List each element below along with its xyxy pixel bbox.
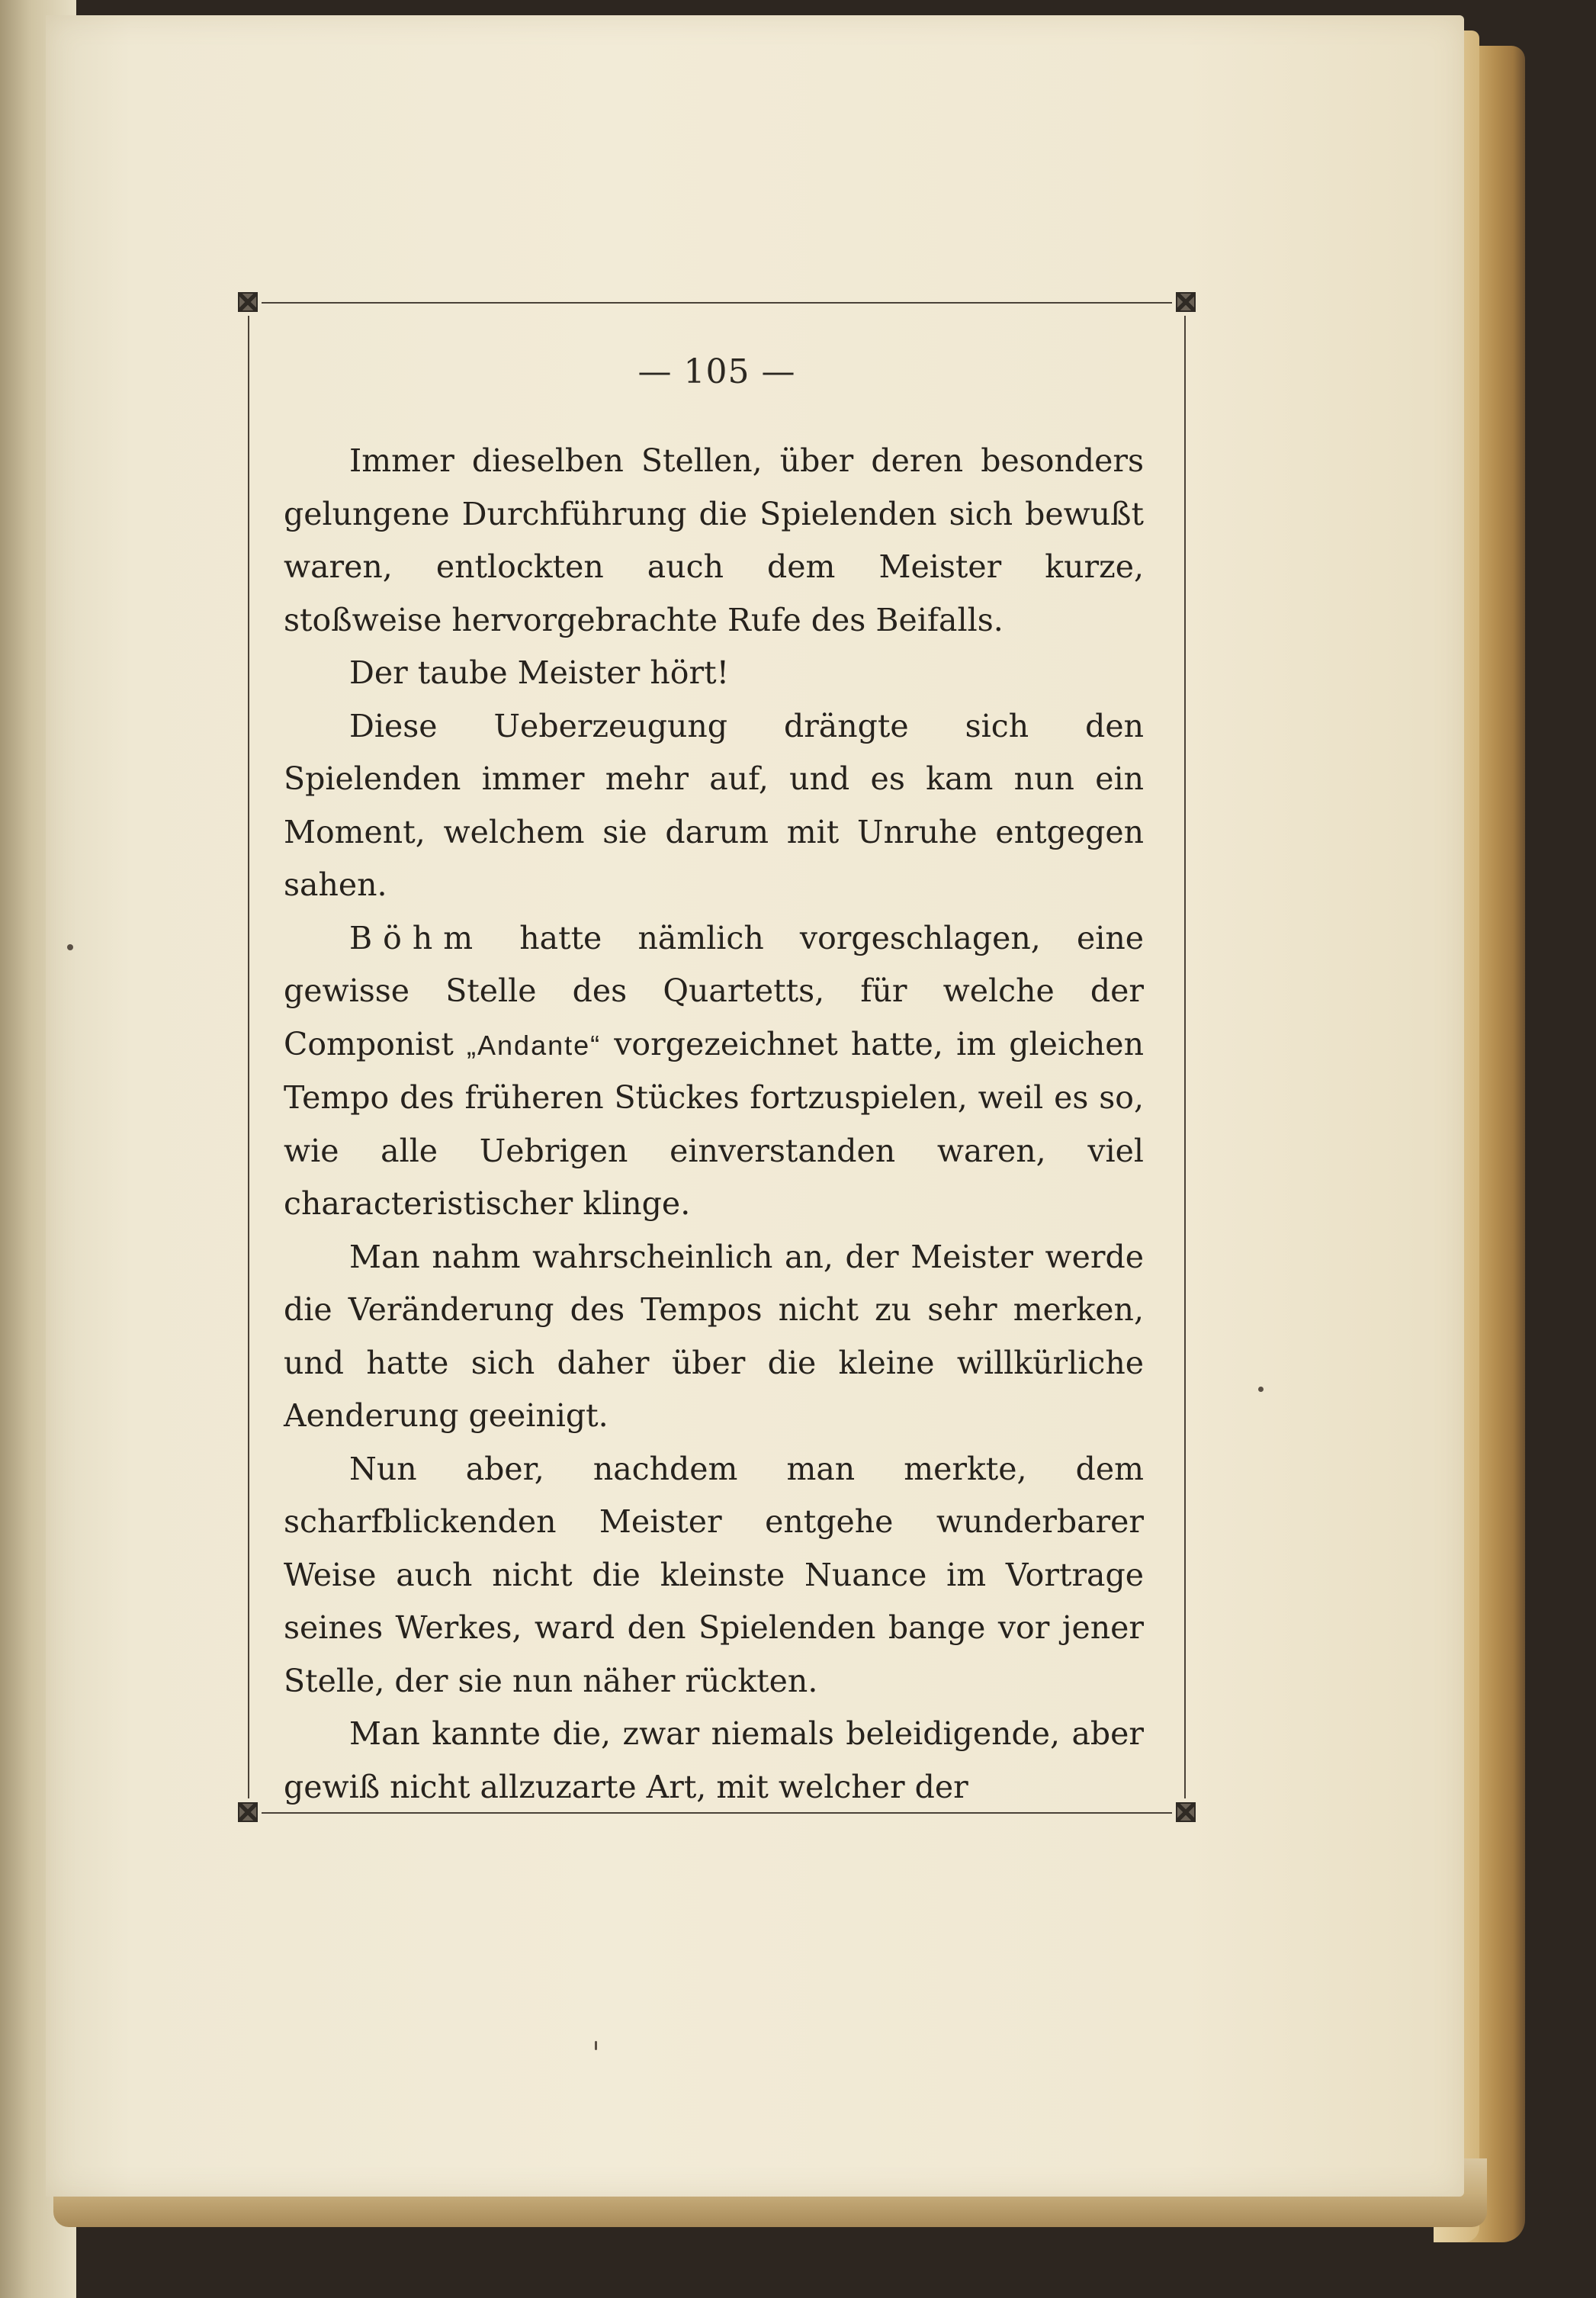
corner-ornament-icon xyxy=(1176,1802,1196,1822)
paragraph-text: hatte nämlich vorgeschlagen, eine gewisse Stelle des Quartetts, für welche der Componist xyxy=(284,919,1144,1062)
frame-left-rule xyxy=(248,316,249,1798)
body-text xyxy=(284,435,1144,1814)
paragraph: Man nahm wahrscheinlich an, der Meister werde die Veränderung des Tempos nicht zu sehr merken, und hatte sich daher über die kleine willkürliche Aenderung geeinigt. xyxy=(284,1238,1144,1434)
paper-speck xyxy=(1258,1387,1264,1392)
paragraph xyxy=(284,912,1144,1231)
paper-speck xyxy=(67,944,73,950)
paragraph: Man kannte die, zwar niemals beleidigende, aber gewiß nicht allzuzarte Art, mit welcher der xyxy=(284,1715,1144,1805)
emphasized-name: Böhm xyxy=(349,919,484,956)
paragraph: Immer dieselben Stellen, über deren besonders gelungene Durchführung die Spielenden sich bewußt waren, entlockten auch dem Meister kurze, stoßweise hervorgebrachte Rufe des Beifalls. xyxy=(284,442,1144,638)
corner-ornament-icon xyxy=(238,292,258,312)
corner-ornament-icon xyxy=(1176,292,1196,312)
tempo-marking: „Andante“ xyxy=(467,1029,602,1061)
paragraph: Nun aber, nachdem man merkte, dem scharfblickenden Meister entgehe wunderbarer Weise auch nicht die kleinste Nuance im Vortrage seines Werkes, ward den Spielenden bange vor jener Stelle, der sie nun näher rückten. xyxy=(284,1450,1144,1699)
frame-right-rule xyxy=(1184,316,1186,1798)
paper-speck xyxy=(595,2041,597,2050)
corner-ornament-icon xyxy=(238,1802,258,1822)
paragraph: Der taube Meister hört! xyxy=(349,654,730,691)
paragraph: Diese Ueberzeugung drängte sich den Spielenden immer mehr auf, und es kam nun ein Moment, welchem sie darum mit Unruhe entgegen sahen. xyxy=(284,707,1144,903)
frame-top-rule xyxy=(262,302,1172,304)
page-number: — 105 — xyxy=(637,352,796,391)
paragraph-text: vorgezeichnet hatte, im gleichen Tempo des früheren Stückes fortzuspielen, weil es so, wie alle Uebrigen einverstanden waren, viel characteristischer klinge. xyxy=(284,1025,1144,1222)
